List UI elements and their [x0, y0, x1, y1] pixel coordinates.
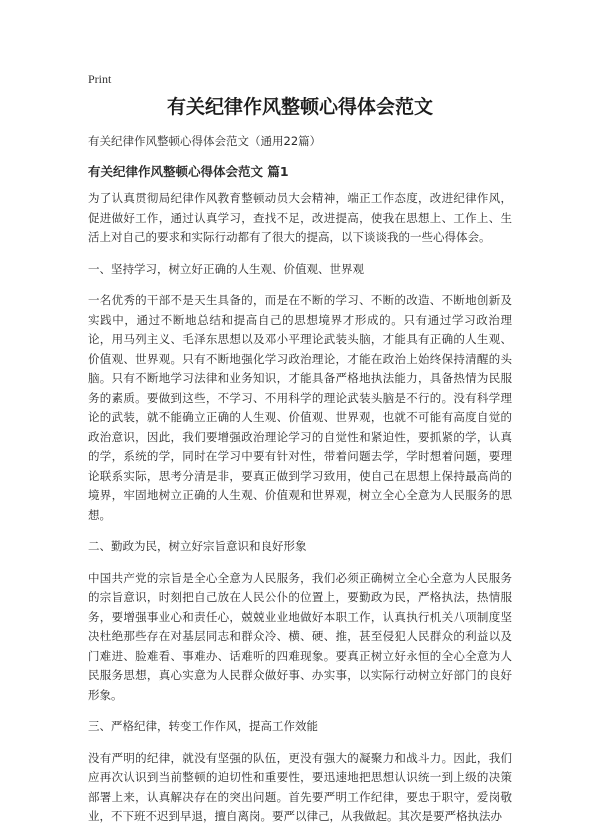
article-body	[88, 132, 512, 839]
paragraph-2: 中国共产党的宗旨是全心全意为人民服务，我们必须正确树立全心全意为人民服务的宗旨意识，时刻把自己放在人民公仆的位置上，要勤政为民，严格执法，热情服务，要增强事业心和责任心，兢兢业业地做好本职工作，认真执行机关八项制度坚决杜绝那些存在对基层同志和群众冷、横、硬、推，甚至侵犯人民群众的利益以及门难进、脸难看、事难办、话难听的四难现象。要真正树立好永恒的全心全意为人民服务思想，真心实意为人民群众做好事、办实事，以实际行动树立好部门的良好形象。	[88, 570, 512, 702]
page-title: 有关纪律作风整顿心得体会范文	[166, 96, 433, 118]
section-title: 有关纪律作风整顿心得体会范文 篇1	[88, 163, 289, 179]
section-heading-1: 一、坚持学习，树立好正确的人生观、价值观、世界观	[88, 261, 364, 276]
section-heading-2: 二、勤政为民，树立好宗旨意识和良好形象	[88, 539, 307, 553]
intro-paragraph: 为了认真贯彻局纪律作风教育整顿动员大会精神，端正工作态度，改进纪律作风，促进做好工作，通过认真学习，查找不足，改进提高，使我在思想上、工作上、生活上对自己的要求和实际行动都有了很大的提高，以下谈谈我的一些心得体会。	[88, 191, 512, 244]
paragraph-1: 一名优秀的干部不是天生具备的，而是在不断的学习、不断的改造、不断地创新及实践中，通过不断地总结和提高自己的思想境界才形成的。只有通过学习政治理论，用马列主义、毛泽东思想以及邓小平理论武装头脑，才能具有正确的人生观、价值观、世界观。只有不断地强化学习政治理论，才能在政治上始终保持清醒的头脑。只有不断地学习法律和业务知识，才能具备严格地执法能力，具备热情为民服务的素质。要做到这些，不学习、不用科学的理论武装头脑是不行的。没有科学理论的武装，就不能确立正确的人生观、价值观、世界观，也就不可能有高度自觉的政治意识，因此，我们要增强政治理论学习的自觉性和紧迫性，要抓紧的学，认真的学，系统的学，同时在学习中要有针对性，带着问题去学，学时想着问题，要理论联系实际，思考分清是非，要真正做到学习致用，使自己在思想上保持最高尚的境界，牢固地树立正确的人生观、价值观和世界观，树立全心全意为人民服务的思想。	[88, 293, 512, 522]
print-link[interactable]: Print	[88, 72, 112, 86]
article-subtitle: 有关纪律作风整顿心得体会范文（通用22篇）	[88, 134, 322, 148]
section-heading-3: 三、严格纪律，转变工作作风，提高工作效能	[88, 719, 318, 733]
paragraph-3: 没有严明的纪律，就没有坚强的队伍，更没有强大的凝聚力和战斗力。因此，我们应再次认识到当前整顿的迫切性和重要性，要迅速地把思想认识统一到上级的决策部署上来，认真解决存在的突出问题。首先要严明工作纪律，要忠于职守，爱岗敬业，不下班不迟到早退，擅自离岗。要严以律己，从我做起。其次是要严格执法办	[88, 750, 512, 823]
